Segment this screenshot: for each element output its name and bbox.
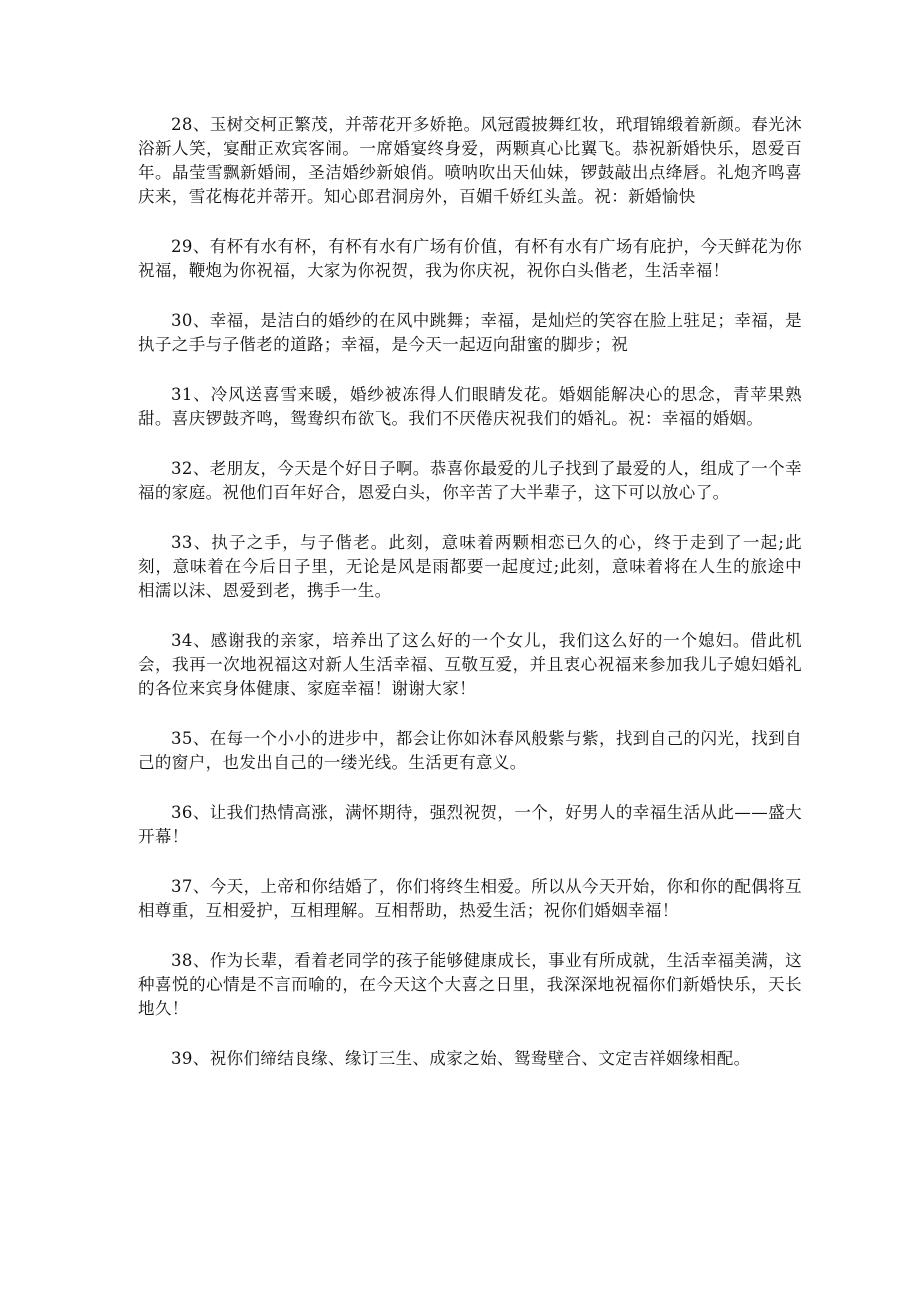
paragraph-29: 29、有杯有水有杯，有杯有水有广场有价值，有杯有水有广场有庇护，今天鲜花为你祝福，鞭炮为你祝福，大家为你祝贺，我为你庆祝，祝你白头偕老，生活幸福！ (138, 237, 802, 280)
paragraph-35: 35、在每一个小小的进步中，都会让你如沐春风般紫与紫，找到自己的闪光，找到自己的窗户，也发出自己的一缕光线。生活更有意义。 (138, 729, 802, 772)
paragraph-34: 34、感谢我的亲家，培养出了这么好的一个女儿，我们这么好的一个媳妇。借此机会，我再一次地祝福这对新人生活幸福、互敬互爱，并且衷心祝福来参加我儿子媳妇婚礼的各位来宾身体健康、家庭幸福！谢谢大家！ (138, 631, 802, 698)
document-body (138, 113, 802, 1097)
paragraph-32: 32、老朋友，今天是个好日子啊。恭喜你最爱的儿子找到了最爱的人，组成了一个幸福的家庭。祝他们百年好合，恩爱白头，你辛苦了大半辈子，这下可以放心了。 (138, 459, 802, 502)
paragraph-28: 28、玉树交柯正繁茂，并蒂花开多娇艳。风冠霞披舞红妆，玳瑁锦缎着新颜。春光沐浴新人笑，宴酣正欢宾客闹。一席婚宴终身爱，两颗真心比翼飞。恭祝新婚快乐，恩爱百年。晶莹雪飘新婚闹，圣洁婚纱新娘俏。喷呐吹出天仙妹，锣鼓敲出点绛唇。礼炮齐鸣喜庆来，雪花梅花并蒂开。知心郎君洞房外，百媚千娇红头盖。祝：新婚愉快 (138, 115, 802, 206)
paragraph-33: 33、执子之手，与子偕老。此刻，意味着两颗相恋已久的心，终于走到了一起;此刻，意味着在今后日子里，无论是风是雨都要一起度过;此刻，意味着将在人生的旅途中相濡以沫、恩爱到老，携手一生。 (138, 533, 802, 600)
paragraph-37: 37、今天，上帝和你结婚了，你们将终生相爱。所以从今天开始，你和你的配偶将互相尊重，互相爱护，互相理解。互相帮助，热爱生活；祝你们婚姻幸福！ (138, 877, 802, 920)
paragraph-39: 39、祝你们缔结良缘、缘订三生、成家之始、鸳鸯壁合、文定吉祥姻缘相配。 (171, 1049, 751, 1068)
paragraph-36: 36、让我们热情高涨，满怀期待，强烈祝贺，一个，好男人的幸福生活从此——盛大开幕！ (138, 803, 802, 846)
paragraph-30: 30、幸福，是洁白的婚纱的在风中跳舞；幸福，是灿烂的笑容在脸上驻足；幸福，是执子之手与子偕老的道路；幸福，是今天一起迈向甜蜜的脚步；祝 (138, 311, 802, 354)
paragraph-31: 31、冷风送喜雪来暖，婚纱被冻得人们眼睛发花。婚姻能解决心的思念，青苹果熟甜。喜庆锣鼓齐鸣，鸳鸯织布欲飞。我们不厌倦庆祝我们的婚礼。祝：幸福的婚姻。 (138, 385, 802, 428)
paragraph-38: 38、作为长辈，看着老同学的孩子能够健康成长，事业有所成就，生活幸福美满，这种喜悦的心情是不言而喻的，在今天这个大喜之日里，我深深地祝福你们新婚快乐，天长地久！ (138, 951, 802, 1018)
